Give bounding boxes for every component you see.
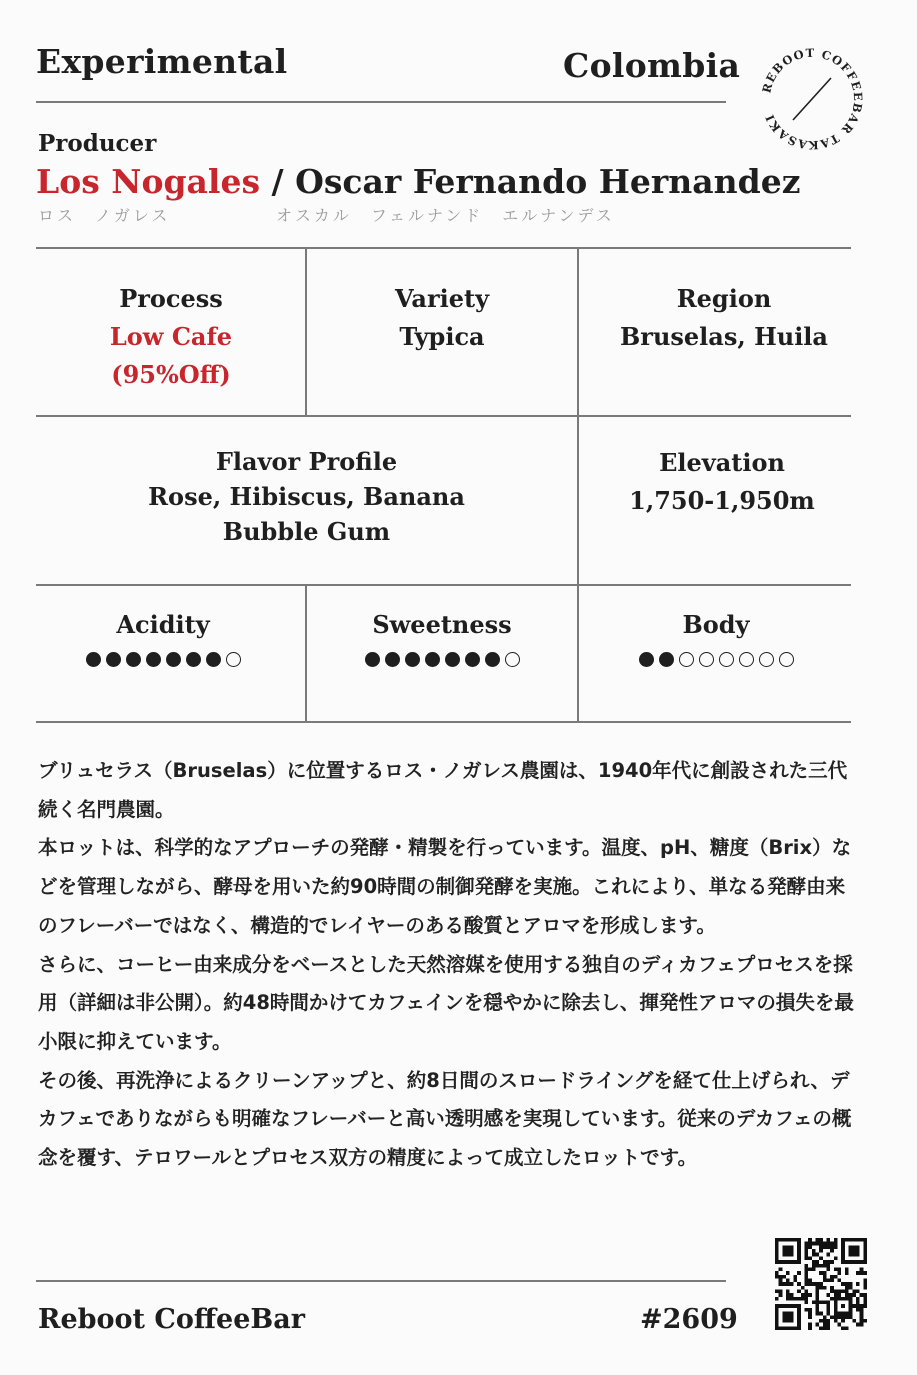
elevation-cell — [579, 444, 865, 520]
producer-name-line — [36, 162, 800, 201]
region-label: Region — [676, 284, 772, 313]
grid-top-rule — [36, 247, 851, 249]
lot-number: #2609 — [640, 1304, 738, 1335]
producer-kana: オスカル フェルナンド エルナンデス — [276, 206, 615, 225]
filled-dot — [166, 652, 181, 667]
filled-dot — [86, 652, 101, 667]
farm-name: Los Nogales — [36, 162, 261, 201]
qr-code-icon — [775, 1238, 867, 1330]
flavor-notes-1: Rose, Hibiscus, Banana — [148, 482, 465, 511]
flavor-label: Flavor Profile — [215, 447, 398, 476]
producer-label: Producer — [38, 130, 157, 157]
body-cell — [579, 606, 853, 667]
country-title: Colombia — [563, 46, 741, 85]
filled-dot — [445, 652, 460, 667]
farm-kana: ロス ノガレス — [38, 206, 171, 225]
variety-label: Variety — [394, 284, 490, 313]
empty-dot — [719, 652, 734, 667]
filled-dot — [126, 652, 141, 667]
description — [38, 752, 858, 1178]
seal-icon — [753, 40, 871, 158]
description-paragraph: さらに、コーヒー由来成分をベースとした天然溶媒を使用する独自のディカフェプロセスを採用（詳細は非公開）。約48時間かけてカフェインを穏やかに除去し、揮発性アロマの損失を最小限に抑えています。 — [38, 952, 854, 1053]
elevation-label: Elevation — [659, 448, 785, 477]
grid-rule-3 — [36, 584, 851, 586]
grid-bottom-rule — [36, 721, 851, 723]
sweetness-cell — [307, 606, 577, 667]
empty-dot — [679, 652, 694, 667]
empty-dot — [505, 652, 520, 667]
flavor-notes-2: Bubble Gum — [222, 517, 391, 546]
process-note: (95%Off) — [111, 360, 231, 389]
description-paragraph: ブリュセラス（Bruselas）に位置するロス・ノガレス農園は、1940年代に創設された三代続く名門農園。 — [38, 759, 848, 821]
variety-value: Typica — [399, 322, 485, 351]
filled-dot — [385, 652, 400, 667]
filled-dot — [425, 652, 440, 667]
acidity-cell — [36, 606, 290, 667]
process-cell — [36, 280, 306, 394]
body-label: Body — [682, 610, 750, 639]
filled-dot — [465, 652, 480, 667]
description-paragraph: 本ロットは、科学的なアプローチの発酵・精製を行っています。温度、pH、糖度（Brix）などを管理しながら、酵母を用いた約90時間の制御発酵を実施。これにより、単なる発酵由来のフレーバーではなく、構造的でレイヤーのある酸質とアロマを形成します。 — [38, 836, 852, 937]
filled-dot — [206, 652, 221, 667]
filled-dot — [106, 652, 121, 667]
category-title: Experimental — [36, 42, 288, 81]
region-value: Bruselas, Huila — [620, 322, 828, 351]
name-separator: / — [271, 162, 284, 201]
sweetness-rating — [307, 652, 577, 667]
acidity-label: Acidity — [116, 610, 210, 639]
filled-dot — [485, 652, 500, 667]
region-cell — [579, 280, 869, 356]
flavor-cell — [36, 444, 577, 549]
grid-rule-2 — [36, 415, 851, 417]
acidity-rating — [36, 652, 290, 667]
description-paragraph: その後、再洗浄によるクリーンアップと、約8日間のスロードライングを経て仕上げられ、デカフェでありながらも明確なフレーバーと高い透明感を実現しています。従来のデカフェの概念を覆す、テロワールとプロセス双方の精度によって成立したロットです。 — [38, 1068, 852, 1170]
process-value: Low Cafe — [109, 322, 233, 351]
filled-dot — [405, 652, 420, 667]
header-divider — [36, 101, 726, 103]
filled-dot — [659, 652, 674, 667]
empty-dot — [699, 652, 714, 667]
footer-divider — [36, 1280, 726, 1282]
filled-dot — [186, 652, 201, 667]
seal-text: REBOOT COFFEEBAR TAKASAKI — [759, 45, 866, 153]
sweetness-label: Sweetness — [372, 610, 512, 639]
empty-dot — [779, 652, 794, 667]
brand-name: Reboot CoffeeBar — [38, 1304, 305, 1335]
empty-dot — [739, 652, 754, 667]
process-label: Process — [119, 284, 223, 313]
empty-dot — [226, 652, 241, 667]
empty-dot — [759, 652, 774, 667]
elevation-value: 1,750-1,950m — [629, 486, 815, 515]
body-rating — [579, 652, 853, 667]
variety-cell — [307, 280, 577, 356]
filled-dot — [146, 652, 161, 667]
filled-dot — [365, 652, 380, 667]
producer-name: Oscar Fernando Hernandez — [295, 162, 801, 201]
filled-dot — [639, 652, 654, 667]
